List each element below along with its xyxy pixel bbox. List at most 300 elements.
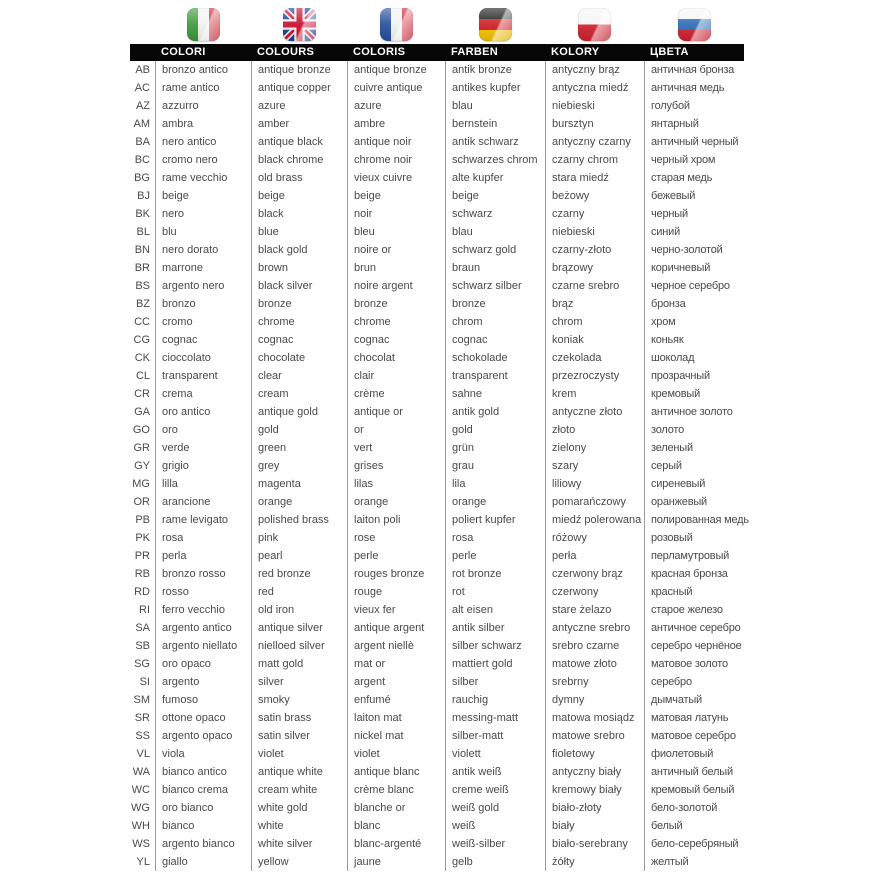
- cell-code: BA: [135, 136, 150, 148]
- cell-english: bronze: [251, 295, 347, 313]
- cell-polish: czerwony brąz: [545, 565, 644, 583]
- cell-russian: античная медь: [644, 79, 744, 97]
- cell-italian: viola: [155, 745, 251, 763]
- cell-english: antique copper: [251, 79, 347, 97]
- cell-german: beige: [445, 187, 545, 205]
- table-row: [130, 313, 744, 331]
- cell-german: alte kupfer: [445, 169, 545, 187]
- cell-german: rauchig: [445, 691, 545, 709]
- table-row: [130, 583, 744, 601]
- cell-polish: antyczny biały: [545, 763, 644, 781]
- table-row: [130, 79, 744, 97]
- cell-german: sahne: [445, 385, 545, 403]
- cell-english: black chrome: [251, 151, 347, 169]
- cell-polish: niebieski: [545, 223, 644, 241]
- cell-russian: бежевый: [644, 187, 744, 205]
- cell-english: smoky: [251, 691, 347, 709]
- cell-italian: bronzo: [155, 295, 251, 313]
- table-row: [130, 151, 744, 169]
- cell-english: red: [251, 583, 347, 601]
- cell-russian: розовый: [644, 529, 744, 547]
- cell-russian: синий: [644, 223, 744, 241]
- table-row: [130, 349, 744, 367]
- cell-polish: kremowy biały: [545, 781, 644, 799]
- cell-italian: blu: [155, 223, 251, 241]
- cell-french: noire or: [347, 241, 445, 259]
- cell-french: laiton poli: [347, 511, 445, 529]
- header-code-spacer: [130, 44, 155, 61]
- table-row: [130, 655, 744, 673]
- table-row: [130, 529, 744, 547]
- cell-italian: transparent: [155, 367, 251, 385]
- cell-english: satin brass: [251, 709, 347, 727]
- cell-polish: stara miedź: [545, 169, 644, 187]
- table-row: [130, 817, 744, 835]
- cell-polish: miedź polerowana: [545, 511, 644, 529]
- cell-french: argent niellè: [347, 637, 445, 655]
- poland-flag-icon: [578, 8, 611, 41]
- table-row: [130, 385, 744, 403]
- table-row: [130, 619, 744, 637]
- table-row: [130, 61, 744, 79]
- cell-polish: różowy: [545, 529, 644, 547]
- cell-italian: ferro vecchio: [155, 601, 251, 619]
- cell-german: gelb: [445, 853, 545, 871]
- cell-english: cognac: [251, 331, 347, 349]
- cell-french: rouge: [347, 583, 445, 601]
- table-row: [130, 295, 744, 313]
- cell-code: BN: [134, 244, 150, 256]
- cell-french: antique argent: [347, 619, 445, 637]
- table-row: [130, 367, 744, 385]
- cell-french: argent: [347, 673, 445, 691]
- cell-polish: antyczne złoto: [545, 403, 644, 421]
- cell-russian: черное серебро: [644, 277, 744, 295]
- cell-french: chocolat: [347, 349, 445, 367]
- table-row: [130, 637, 744, 655]
- cell-russian: античная бронза: [644, 61, 744, 79]
- cell-code: GO: [132, 424, 150, 436]
- table-row: [130, 241, 744, 259]
- cell-french: grises: [347, 457, 445, 475]
- cell-russian: серебро чернёное: [644, 637, 744, 655]
- cell-code: CG: [133, 334, 150, 346]
- cell-polish: antyczna miedź: [545, 79, 644, 97]
- cell-german: grau: [445, 457, 545, 475]
- cell-russian: матовое серебро: [644, 727, 744, 745]
- cell-code: BR: [134, 262, 150, 274]
- cell-russian: золото: [644, 421, 744, 439]
- table-row: [130, 853, 744, 871]
- cell-polish: matowe srebro: [545, 727, 644, 745]
- cell-german: silber-matt: [445, 727, 545, 745]
- cell-code: WG: [131, 802, 150, 814]
- cell-french: jaune: [347, 853, 445, 871]
- cell-english: red bronze: [251, 565, 347, 583]
- table-row: [130, 133, 744, 151]
- cell-polish: czarny-złoto: [545, 241, 644, 259]
- cell-russian: оранжевый: [644, 493, 744, 511]
- table-row: [130, 169, 744, 187]
- cell-code: BL: [136, 226, 150, 238]
- table-row: [130, 835, 744, 853]
- cell-russian: матовая латунь: [644, 709, 744, 727]
- cell-polish: liliowy: [545, 475, 644, 493]
- cell-german: messing-matt: [445, 709, 545, 727]
- cell-english: blue: [251, 223, 347, 241]
- cell-french: or: [347, 421, 445, 439]
- header-farben: FARBEN: [451, 46, 499, 58]
- cell-german: antik bronze: [445, 61, 545, 79]
- cell-german: weiß gold: [445, 799, 545, 817]
- cell-polish: srebro czarne: [545, 637, 644, 655]
- cell-french: enfumé: [347, 691, 445, 709]
- cell-polish: stare żelazo: [545, 601, 644, 619]
- cell-code: WH: [131, 820, 150, 832]
- cell-code: MG: [132, 478, 150, 490]
- table-row: [130, 799, 744, 817]
- cell-code: PK: [135, 532, 150, 544]
- cell-polish: perła: [545, 547, 644, 565]
- cell-russian: полированная медь: [644, 511, 744, 529]
- cell-english: white gold: [251, 799, 347, 817]
- cell-english: grey: [251, 457, 347, 475]
- table-row: [130, 331, 744, 349]
- cell-english: antique white: [251, 763, 347, 781]
- table-row: [130, 745, 744, 763]
- flags-row: [130, 8, 744, 44]
- cell-polish: dymny: [545, 691, 644, 709]
- cell-code: AB: [135, 64, 150, 76]
- cell-german: transparent: [445, 367, 545, 385]
- cell-italian: argento niellato: [155, 637, 251, 655]
- cell-italian: argento bianco: [155, 835, 251, 853]
- header-colori: COLORI: [161, 46, 206, 58]
- cell-russian: античное золото: [644, 403, 744, 421]
- cell-german: silber schwarz: [445, 637, 545, 655]
- cell-polish: antyczny brąz: [545, 61, 644, 79]
- cell-russian: черно-золотой: [644, 241, 744, 259]
- cell-polish: chrom: [545, 313, 644, 331]
- cell-russian: античное серебро: [644, 619, 744, 637]
- cell-polish: brązowy: [545, 259, 644, 277]
- cell-italian: arancione: [155, 493, 251, 511]
- cell-german: weiß: [445, 817, 545, 835]
- cell-italian: cioccolato: [155, 349, 251, 367]
- cell-russian: бронза: [644, 295, 744, 313]
- cell-english: silver: [251, 673, 347, 691]
- cell-russian: красная бронза: [644, 565, 744, 583]
- cell-french: vieux fer: [347, 601, 445, 619]
- cell-italian: rosso: [155, 583, 251, 601]
- cell-polish: pomarańczowy: [545, 493, 644, 511]
- cell-french: violet: [347, 745, 445, 763]
- cell-french: mat or: [347, 655, 445, 673]
- cell-russian: шоколад: [644, 349, 744, 367]
- cell-french: bleu: [347, 223, 445, 241]
- cell-italian: rame levigato: [155, 511, 251, 529]
- cell-italian: cromo: [155, 313, 251, 331]
- cell-russian: сиреневый: [644, 475, 744, 493]
- cell-german: blau: [445, 97, 545, 115]
- cell-french: antique blanc: [347, 763, 445, 781]
- cell-german: braun: [445, 259, 545, 277]
- cell-polish: biały: [545, 817, 644, 835]
- cell-italian: bronzo rosso: [155, 565, 251, 583]
- cell-german: bernstein: [445, 115, 545, 133]
- cell-german: antikes kupfer: [445, 79, 545, 97]
- cell-english: orange: [251, 493, 347, 511]
- cell-italian: giallo: [155, 853, 251, 871]
- cell-code: SA: [135, 622, 150, 634]
- cell-english: antique gold: [251, 403, 347, 421]
- cell-english: chocolate: [251, 349, 347, 367]
- cell-russian: матовое золото: [644, 655, 744, 673]
- cell-english: black silver: [251, 277, 347, 295]
- cell-german: perle: [445, 547, 545, 565]
- cell-german: silber: [445, 673, 545, 691]
- cell-italian: crema: [155, 385, 251, 403]
- cell-italian: perla: [155, 547, 251, 565]
- cell-russian: зеленый: [644, 439, 744, 457]
- cell-english: violet: [251, 745, 347, 763]
- table-row: [130, 475, 744, 493]
- cell-code: GR: [133, 442, 150, 454]
- cell-russian: бело-серебряный: [644, 835, 744, 853]
- table-row: [130, 421, 744, 439]
- cell-german: blau: [445, 223, 545, 241]
- cell-french: crème blanc: [347, 781, 445, 799]
- cell-code: AM: [133, 118, 150, 130]
- cell-italian: ottone opaco: [155, 709, 251, 727]
- cell-russian: перламутровый: [644, 547, 744, 565]
- cell-code: SM: [133, 694, 150, 706]
- cell-polish: żółty: [545, 853, 644, 871]
- cell-russian: коньяк: [644, 331, 744, 349]
- cell-code: SR: [134, 712, 150, 724]
- cell-code: SI: [139, 676, 150, 688]
- cell-code: WS: [132, 838, 150, 850]
- cell-code: RI: [139, 604, 150, 616]
- france-flag-icon: [380, 8, 413, 41]
- cell-french: noir: [347, 205, 445, 223]
- table-header-bar: [130, 44, 744, 61]
- cell-italian: argento: [155, 673, 251, 691]
- cell-code: OR: [133, 496, 150, 508]
- cell-code: GY: [134, 460, 150, 472]
- cell-russian: фиолетовый: [644, 745, 744, 763]
- cell-german: violett: [445, 745, 545, 763]
- cell-italian: bianco antico: [155, 763, 251, 781]
- cell-code: SG: [134, 658, 150, 670]
- cell-english: white: [251, 817, 347, 835]
- cell-italian: cognac: [155, 331, 251, 349]
- cell-polish: czarne srebro: [545, 277, 644, 295]
- cell-italian: cromo nero: [155, 151, 251, 169]
- cell-polish: matowa mosiądz: [545, 709, 644, 727]
- cell-french: chrome: [347, 313, 445, 331]
- cell-english: cream white: [251, 781, 347, 799]
- cell-english: satin silver: [251, 727, 347, 745]
- cell-german: schwarz silber: [445, 277, 545, 295]
- cell-code: BC: [134, 154, 150, 166]
- cell-italian: oro opaco: [155, 655, 251, 673]
- cell-english: brown: [251, 259, 347, 277]
- cell-code: RB: [134, 568, 150, 580]
- table-row: [130, 673, 744, 691]
- cell-italian: azzurro: [155, 97, 251, 115]
- cell-french: chrome noir: [347, 151, 445, 169]
- cell-italian: beige: [155, 187, 251, 205]
- cell-english: antique black: [251, 133, 347, 151]
- cell-english: gold: [251, 421, 347, 439]
- cell-polish: czarny chrom: [545, 151, 644, 169]
- cell-german: antik silber: [445, 619, 545, 637]
- cell-italian: fumoso: [155, 691, 251, 709]
- cell-french: ambre: [347, 115, 445, 133]
- cell-french: blanche or: [347, 799, 445, 817]
- cell-german: bronze: [445, 295, 545, 313]
- table-row: [130, 727, 744, 745]
- cell-italian: ambra: [155, 115, 251, 133]
- cell-german: antik schwarz: [445, 133, 545, 151]
- cell-code: WA: [132, 766, 150, 778]
- cell-french: lilas: [347, 475, 445, 493]
- cell-english: pearl: [251, 547, 347, 565]
- cell-german: schokolade: [445, 349, 545, 367]
- cell-polish: czerwony: [545, 583, 644, 601]
- cell-english: nielloed silver: [251, 637, 347, 655]
- italy-flag-icon: [187, 8, 220, 41]
- table-row: [130, 259, 744, 277]
- cell-french: clair: [347, 367, 445, 385]
- cell-polish: złoto: [545, 421, 644, 439]
- cell-polish: niebieski: [545, 97, 644, 115]
- cell-code: YL: [136, 856, 150, 868]
- cell-english: beige: [251, 187, 347, 205]
- cell-german: weiß-silber: [445, 835, 545, 853]
- cell-polish: beżowy: [545, 187, 644, 205]
- cell-code: BS: [135, 280, 150, 292]
- cell-code: PR: [134, 550, 150, 562]
- cell-english: green: [251, 439, 347, 457]
- cell-polish: biało-złoty: [545, 799, 644, 817]
- cell-german: schwarz: [445, 205, 545, 223]
- cell-polish: czekolada: [545, 349, 644, 367]
- cell-italian: lilla: [155, 475, 251, 493]
- cell-code: SS: [135, 730, 150, 742]
- cell-italian: verde: [155, 439, 251, 457]
- cell-french: antique noir: [347, 133, 445, 151]
- cell-russian: черный хром: [644, 151, 744, 169]
- cell-german: schwarz gold: [445, 241, 545, 259]
- cell-french: azure: [347, 97, 445, 115]
- cell-italian: argento nero: [155, 277, 251, 295]
- table-row: [130, 223, 744, 241]
- cell-french: cognac: [347, 331, 445, 349]
- cell-italian: argento opaco: [155, 727, 251, 745]
- cell-russian: красный: [644, 583, 744, 601]
- cell-russian: серый: [644, 457, 744, 475]
- cell-russian: античный черный: [644, 133, 744, 151]
- cell-russian: хром: [644, 313, 744, 331]
- cell-english: old brass: [251, 169, 347, 187]
- cell-german: rot bronze: [445, 565, 545, 583]
- cell-french: antique or: [347, 403, 445, 421]
- cell-english: yellow: [251, 853, 347, 871]
- cell-german: alt eisen: [445, 601, 545, 619]
- cell-polish: szary: [545, 457, 644, 475]
- cell-english: old iron: [251, 601, 347, 619]
- uk-flag-icon: [283, 8, 316, 41]
- cell-english: white silver: [251, 835, 347, 853]
- cell-code: GA: [134, 406, 150, 418]
- cell-french: bronze: [347, 295, 445, 313]
- cell-russian: коричневый: [644, 259, 744, 277]
- cell-polish: fioletowy: [545, 745, 644, 763]
- cell-russian: серебро: [644, 673, 744, 691]
- cell-code: AZ: [135, 100, 150, 112]
- table-row: [130, 205, 744, 223]
- cell-english: amber: [251, 115, 347, 133]
- cell-polish: bursztyn: [545, 115, 644, 133]
- table-row: [130, 439, 744, 457]
- color-translation-sheet: [130, 8, 749, 871]
- cell-code: BJ: [137, 190, 150, 202]
- table-row: [130, 691, 744, 709]
- cell-russian: бело-золотой: [644, 799, 744, 817]
- cell-german: rot: [445, 583, 545, 601]
- cell-polish: przezroczysty: [545, 367, 644, 385]
- cell-german: creme weiß: [445, 781, 545, 799]
- cell-english: clear: [251, 367, 347, 385]
- cell-french: perle: [347, 547, 445, 565]
- cell-german: lila: [445, 475, 545, 493]
- table-row: [130, 565, 744, 583]
- table-body: [130, 61, 749, 871]
- cell-english: azure: [251, 97, 347, 115]
- cell-russian: античный белый: [644, 763, 744, 781]
- table-row: [130, 601, 744, 619]
- cell-german: schwarzes chrom: [445, 151, 545, 169]
- cell-french: cuivre antique: [347, 79, 445, 97]
- cell-polish: koniak: [545, 331, 644, 349]
- cell-english: black gold: [251, 241, 347, 259]
- cell-english: black: [251, 205, 347, 223]
- cell-italian: argento antico: [155, 619, 251, 637]
- cell-italian: nero: [155, 205, 251, 223]
- cell-code: CR: [134, 388, 150, 400]
- cell-polish: biało-serebrany: [545, 835, 644, 853]
- cell-italian: oro bianco: [155, 799, 251, 817]
- cell-polish: krem: [545, 385, 644, 403]
- cell-english: antique bronze: [251, 61, 347, 79]
- cell-german: antik weiß: [445, 763, 545, 781]
- header-cveta: ЦВЕТА: [650, 46, 689, 58]
- cell-german: gold: [445, 421, 545, 439]
- cell-english: polished brass: [251, 511, 347, 529]
- cell-code: BK: [135, 208, 150, 220]
- cell-russian: прозрачный: [644, 367, 744, 385]
- table-row: [130, 403, 744, 421]
- table-row: [130, 115, 744, 133]
- cell-italian: oro: [155, 421, 251, 439]
- flags-spacer: [130, 8, 155, 44]
- cell-russian: янтарный: [644, 115, 744, 133]
- cell-italian: bronzo antico: [155, 61, 251, 79]
- cell-code: CL: [135, 370, 150, 382]
- cell-code: RD: [134, 586, 150, 598]
